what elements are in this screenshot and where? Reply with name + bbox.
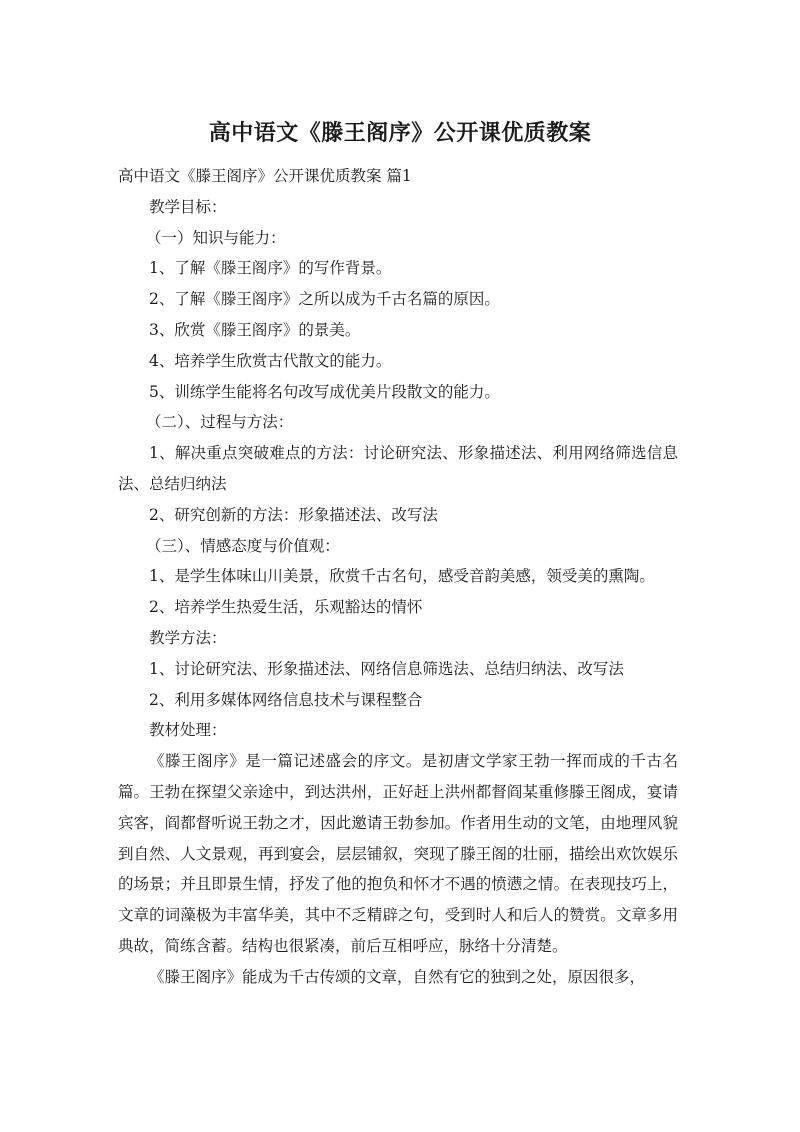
- paragraph: 1、讨论研究法、形象描述法、网络信息筛选法、总结归纳法、改写法: [149, 659, 624, 678]
- paragraph: 1、解决重点突破难点的方法：讨论研究法、形象描述法、利用网络筛选信息法、总结归纳法: [118, 444, 678, 493]
- paragraph: 高中语文《滕王阁序》公开课优质教案 篇1: [118, 167, 412, 185]
- document-title: 高中语文《滕王阁序》公开课优质教案: [208, 121, 592, 146]
- paragraph: 3、欣赏《滕王阁序》的景美。: [149, 320, 361, 339]
- paragraph: （二）、过程与方法：: [146, 413, 294, 432]
- paragraph: 1、是学生体味山川美景，欣赏千古名句，感受音韵美感，领受美的熏陶。: [149, 567, 655, 586]
- paragraph: 2、培养学生热爱生活，乐观豁达的情怀: [149, 598, 423, 617]
- paragraph: （三）、情感态度与价值观：: [146, 536, 340, 555]
- paragraph: 《滕王阁序》是一篇记述盛会的序文。是初唐文学家王勃一挥而成的千古名篇。王勃在探望父亲途中，到达洪州，正好赶上洪州都督阎某重修滕王阁成，宴请宾客，阎都督听说王勃之才，因此邀请王勃参加。作者用生动的文笔，由地理风貌到自然、人文景观，再到宴会，层层铺叙，突现了滕王阁的壮丽，描绘出欢饮娱乐的场景；并且即景生情，抒发了他的抱负和怀才不遇的愤懑之情。在表现技巧上，文章的词藻极为丰富华美，其中不乏精辟之句，受到时人和后人的赞赏。文章多用典故，简练含蓄。结构也很紧凑，前后互相呼应，脉络十分清楚。: [118, 752, 678, 955]
- paragraph: 《滕王阁序》能成为千古传颂的文章，自然有它的独到之处，原因很多，: [149, 967, 646, 986]
- document-body: [118, 161, 678, 993]
- paragraph: 2、了解《滕王阁序》之所以成为千古名篇的原因。: [149, 290, 500, 309]
- paragraph: 4、培养学生欣赏古代散文的能力。: [149, 351, 392, 370]
- paragraph: 教材处理：: [149, 721, 227, 740]
- paragraph: 教学目标：: [149, 197, 227, 216]
- paragraph: （一）知识与能力：: [146, 228, 286, 247]
- paragraph: 5、训练学生能将名句改写成优美片段散文的能力。: [149, 382, 500, 401]
- paragraph: 2、利用多媒体网络信息技术与课程整合: [149, 690, 423, 709]
- paragraph: 1、了解《滕王阁序》的写作背景。: [149, 259, 392, 278]
- paragraph: 教学方法：: [149, 628, 227, 647]
- paragraph: 2、研究创新的方法：形象描述法、改写法: [149, 505, 438, 524]
